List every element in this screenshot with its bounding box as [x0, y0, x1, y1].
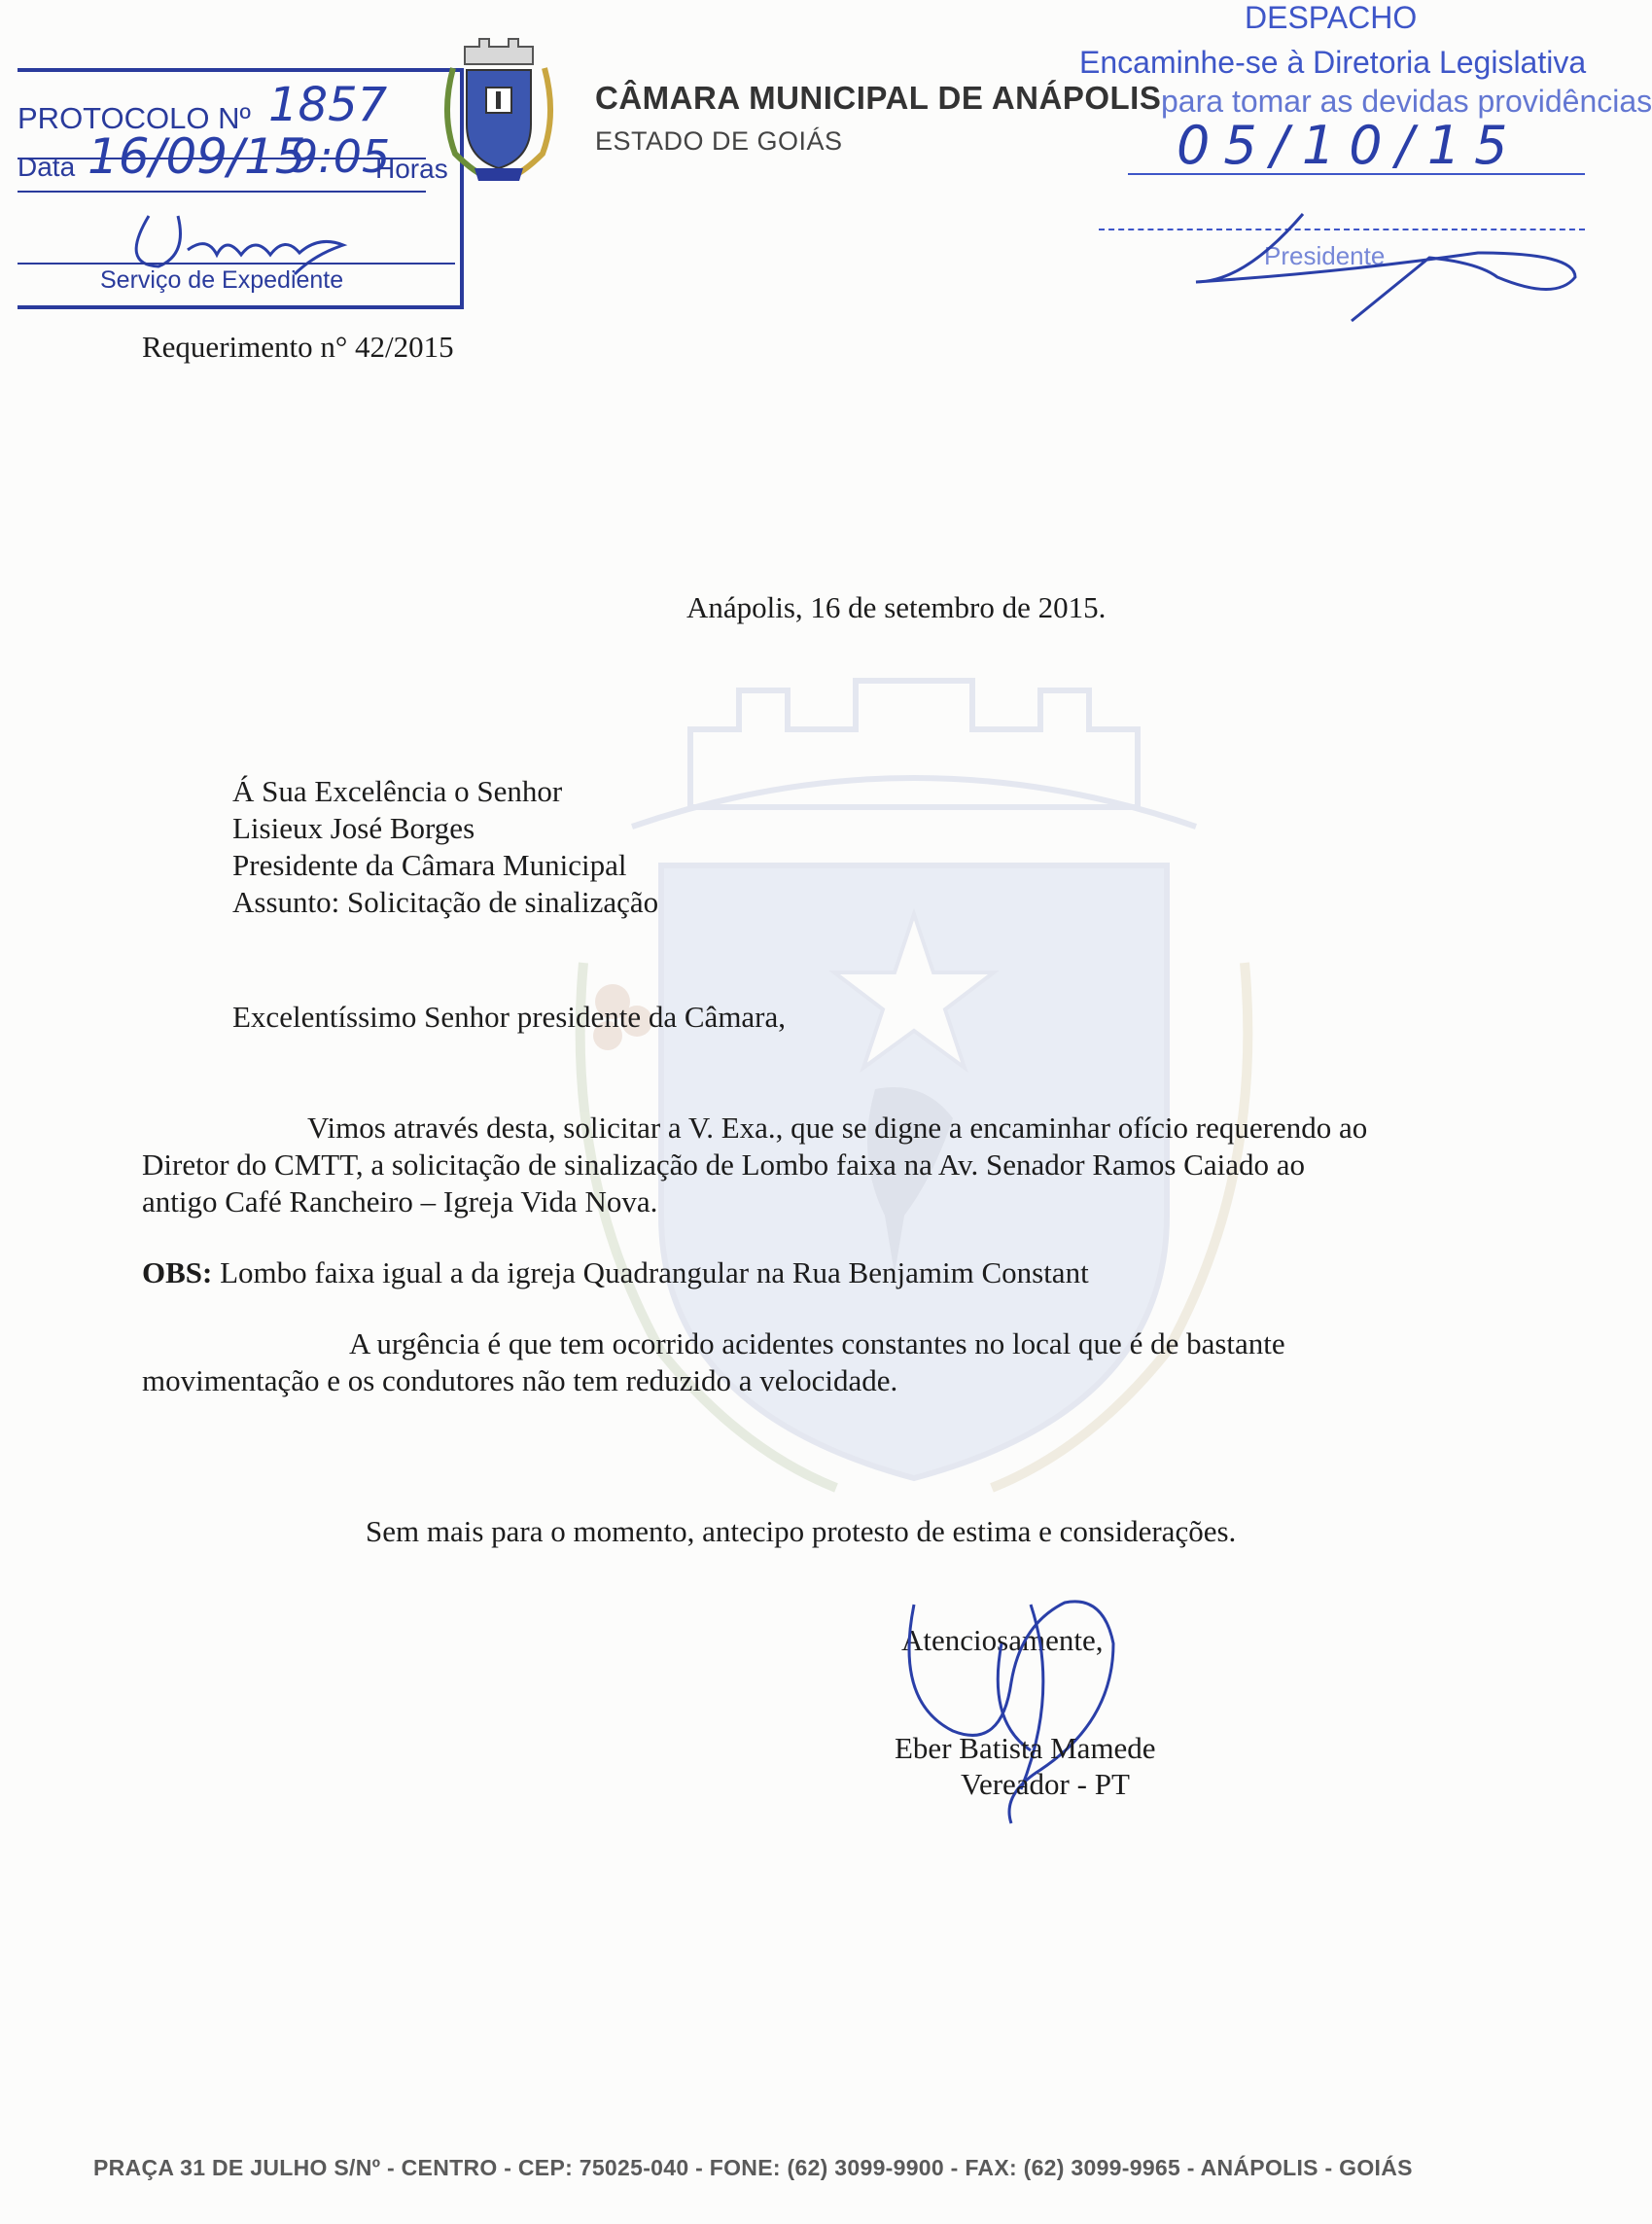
despacho-line-2: para tomar as devidas providências	[1161, 84, 1652, 119]
recipient-block	[232, 773, 658, 921]
protocol-time-label: Horas	[375, 154, 448, 184]
despacho-line-1: Encaminhe-se à Diretoria Legislativa	[1079, 45, 1587, 80]
paragraph-urgency	[142, 1325, 1285, 1399]
requerimento-number: Requerimento n° 42/2015	[142, 330, 454, 364]
place-date: Anápolis, 16 de setembro de 2015.	[686, 590, 1107, 624]
protocol-time-value: 9:05	[290, 130, 391, 183]
protocol-number-value: 1857	[268, 78, 388, 132]
despacho-date-value: 05/10/15	[1177, 115, 1522, 176]
recipient-line: Á Sua Excelência o Senhor	[232, 774, 563, 808]
despacho-stamp	[1070, 0, 1652, 331]
obs-line	[142, 1254, 1089, 1291]
paragraph-line: Vimos através desta, solicitar a V. Exa., que se digne a encaminhar ofício requerendo ao	[307, 1111, 1368, 1145]
subject-line: Assunto: Solicitação de sinalização	[232, 885, 659, 919]
protocol-stamp	[18, 68, 464, 309]
protocol-service-label: Serviço de Expediente	[100, 266, 344, 294]
paragraph-line: A urgência é que tem ocorrido acidentes constantes no local que é de bastante	[349, 1326, 1285, 1360]
closing-line: Sem mais para o momento, antecipo protesto de estima e considerações.	[366, 1514, 1237, 1548]
protocol-number-label: PROTOCOLO Nº	[18, 101, 251, 135]
sign-off: Atenciosamente,	[901, 1623, 1104, 1657]
paragraph-request	[142, 1110, 1367, 1220]
header-subtitle: ESTADO DE GOIÁS	[595, 126, 843, 156]
recipient-title: Presidente da Câmara Municipal	[232, 848, 627, 882]
signer-role: Vereador - PT	[961, 1767, 1130, 1801]
salutation: Excelentíssimo Senhor presidente da Câmara,	[232, 1000, 787, 1034]
anapolis-coat-of-arms-icon	[436, 37, 562, 183]
paragraph-line: Diretor do CMTT, a solicitação de sinalização de Lombo faixa na Av. Senador Ramos Caiado ao	[142, 1147, 1305, 1182]
protocol-date-value: 16/09/15	[88, 128, 306, 185]
footer-address: PRAÇA 31 DE JULHO S/Nº - CENTRO - CEP: 75025-040 - FONE: (62) 3099-9900 - FAX: (62) 3099-9965 - ANÁPOLIS - GOIÁS	[93, 2155, 1413, 2180]
despacho-signature-icon	[1186, 204, 1595, 331]
paragraph-line: movimentação e os condutores não tem reduzido a velocidade.	[142, 1363, 898, 1397]
despacho-title: DESPACHO	[1245, 0, 1418, 35]
obs-text: Lombo faixa igual a da igreja Quadrangular na Rua Benjamim Constant	[220, 1255, 1089, 1289]
obs-label: OBS:	[142, 1255, 213, 1289]
despacho-signature-label: Presidente	[1264, 241, 1386, 270]
signer-name: Eber Batista Mamede	[895, 1731, 1156, 1765]
protocol-date-label: Data	[18, 152, 76, 182]
header-title: CÂMARA MUNICIPAL DE ANÁPOLIS	[595, 80, 1162, 116]
recipient-name: Lisieux José Borges	[232, 811, 475, 845]
paragraph-line: antigo Café Rancheiro – Igreja Vida Nova.	[142, 1184, 658, 1218]
